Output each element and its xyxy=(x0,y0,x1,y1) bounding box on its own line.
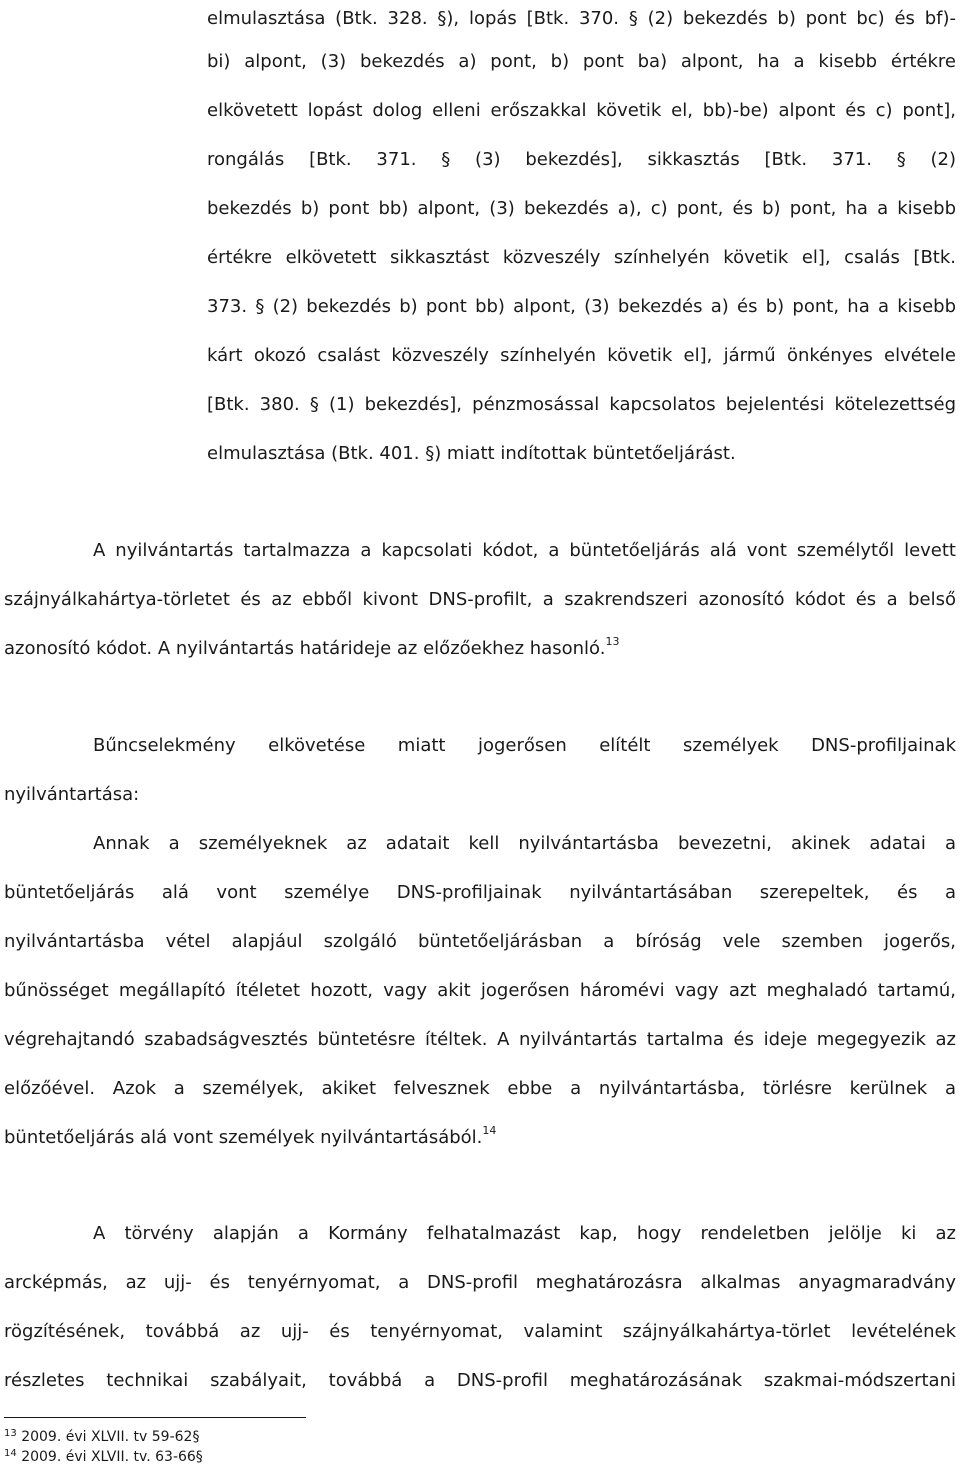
footnote-ref-13[interactable]: 13 xyxy=(605,635,620,648)
text-line: szájnyálkahártya-törletet és az ebből kivont DNS-profilt, a szakrendszeri azonosító kódot és a belső xyxy=(4,589,956,610)
footnote-14 xyxy=(4,1449,203,1465)
text-line: részletes technikai szabályait, továbbá a DNS-profil meghatározásának szakmai-módszertani xyxy=(4,1370,956,1391)
text-span: azonosító kódot. A nyilvántartás határideje az előzőekhez hasonló. xyxy=(4,638,606,659)
text-line xyxy=(4,1124,497,1149)
text-line: elkövetett lopást dolog elleni erőszakkal követik el, bb)-be) alpont és c) pont], xyxy=(207,100,956,121)
heading-line: nyilvántartása: xyxy=(4,784,140,805)
heading-line: Bűncselekmény elkövetése miatt jogerősen elítélt személyek DNS-profiljainak xyxy=(93,735,956,756)
footnote-13 xyxy=(4,1429,199,1445)
footnote-number: 14 xyxy=(4,1448,17,1459)
text-line: nyilvántartásba vétel alapjául szolgáló büntetőeljárásban a bíróság vele szemben jogerős, xyxy=(4,931,956,952)
text-line: bűnösséget megállapító ítéletet hozott, vagy akit jogerősen háromévi vagy azt meghaladó tartamú, xyxy=(4,980,956,1001)
text-line xyxy=(4,635,620,660)
footnote-ref-14[interactable]: 14 xyxy=(482,1124,497,1137)
footnote-text: 2009. évi XLVII. tv 59-62§ xyxy=(21,1429,200,1445)
text-line: értékre elkövetett sikkasztást közveszély színhelyén követik el], csalás [Btk. xyxy=(207,247,956,268)
text-line: rögzítésének, továbbá az ujj- és tenyérnyomat, valamint szájnyálkahártya-törlet levételének xyxy=(4,1321,956,1342)
text-line: elmulasztása (Btk. 401. §) miatt indítottak büntetőeljárást. xyxy=(207,443,736,464)
text-line: arcképmás, az ujj- és tenyérnyomat, a DNS-profil meghatározásra alkalmas anyagmaradvány xyxy=(4,1272,956,1293)
text-line: előzőével. Azok a személyek, akiket felvesznek ebbe a nyilvántartásba, törlésre kerülnek a xyxy=(4,1078,956,1099)
text-line: 373. § (2) bekezdés b) pont bb) alpont, (3) bekezdés a) és b) pont, ha a kisebb xyxy=(207,296,956,317)
text-line: A törvény alapján a Kormány felhatalmazást kap, hogy rendeletben jelölje ki az xyxy=(93,1223,956,1244)
text-line: bekezdés b) pont bb) alpont, (3) bekezdés a), c) pont, és b) pont, ha a kisebb xyxy=(207,198,956,219)
text-line: bi) alpont, (3) bekezdés a) pont, b) pont ba) alpont, ha a kisebb értékre xyxy=(207,51,956,72)
text-line: rongálás [Btk. 371. § (3) bekezdés], sikkasztás [Btk. 371. § (2) xyxy=(207,149,956,170)
text-line: kárt okozó csalást közveszély színhelyén követik el], jármű önkényes elvétele xyxy=(207,345,956,366)
footnote-number: 13 xyxy=(4,1428,17,1439)
text-line: Annak a személyeknek az adatait kell nyilvántartásba bevezetni, akinek adatai a xyxy=(93,833,956,854)
text-line: [Btk. 380. § (1) bekezdés], pénzmosással kapcsolatos bejelentési kötelezettség xyxy=(207,394,956,415)
text-line: elmulasztása (Btk. 328. §), lopás [Btk. 370. § (2) bekezdés b) pont bc) és bf)- xyxy=(207,8,956,29)
text-line: büntetőeljárás alá vont személye DNS-profiljainak nyilvántartásában szerepeltek, és a xyxy=(4,882,956,903)
footnote-divider xyxy=(4,1417,306,1418)
text-span: büntetőeljárás alá vont személyek nyilvántartásából. xyxy=(4,1127,483,1148)
text-line: végrehajtandó szabadságvesztés büntetésre ítéltek. A nyilvántartás tartalma és ideje megegyezik az xyxy=(4,1029,956,1050)
footnote-text: 2009. évi XLVII. tv. 63-66§ xyxy=(21,1449,203,1465)
text-line: A nyilvántartás tartalmazza a kapcsolati kódot, a büntetőeljárás alá vont személytől levett xyxy=(93,540,956,561)
